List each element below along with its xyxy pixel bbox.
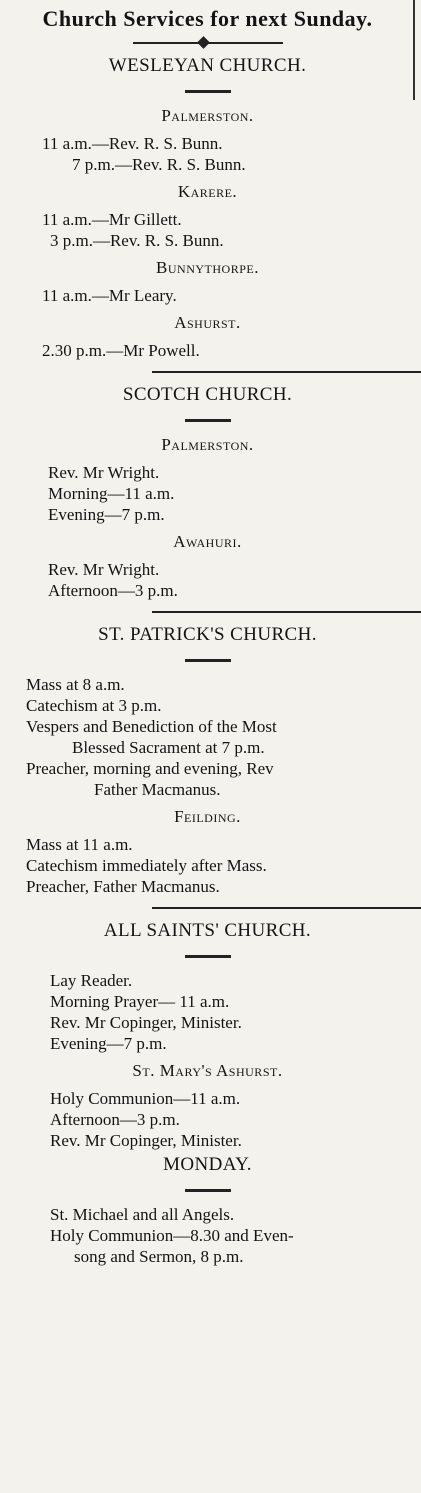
short-divider — [185, 659, 231, 662]
service-line: Preacher, morning and evening, Rev — [26, 759, 274, 778]
service-line: Evening—7 p.m. — [50, 1034, 167, 1053]
wesleyan-karere-heading: Karere. — [177, 182, 238, 201]
service-line: Rev. Mr Copinger, Minister. — [50, 1131, 242, 1150]
scotch-heading: SCOTCH CHURCH. — [122, 384, 293, 405]
service-line: Catechism immediately after Mass. — [26, 856, 267, 875]
service-line: Mass at 8 a.m. — [26, 675, 125, 694]
service-line: Father Macmanus. — [94, 780, 221, 799]
ornamental-divider — [133, 42, 283, 44]
service-line: St. Michael and all Angels. — [50, 1205, 235, 1224]
monday-heading: MONDAY. — [163, 1154, 252, 1175]
service-line: Rev. Mr Copinger, Minister. — [50, 1013, 242, 1032]
wesleyan-palmerston-heading: Palmerston. — [161, 106, 254, 125]
section-divider — [152, 611, 421, 613]
service-line: 2.30 p.m.—Mr Powell. — [42, 341, 200, 360]
service-line: Morning Prayer— 11 a.m. — [50, 992, 230, 1011]
section-divider — [152, 371, 421, 373]
service-line: Afternoon—3 p.m. — [48, 581, 178, 600]
short-divider — [185, 955, 231, 958]
service-line: 7 p.m.—Rev. R. S. Bunn. — [72, 155, 246, 174]
service-line: Preacher, Father Macmanus. — [26, 877, 220, 896]
service-line: Vespers and Benediction of the Most — [26, 717, 277, 736]
diamond-icon — [197, 36, 210, 49]
wesleyan-ashurst-heading: Ashurst. — [174, 313, 241, 332]
service-line: Holy Communion—8.30 and Even- — [50, 1226, 294, 1245]
service-line: Mass at 11 a.m. — [26, 835, 133, 854]
wesleyan-heading: WESLEYAN CHURCH. — [108, 55, 307, 76]
service-line: Afternoon—3 p.m. — [50, 1110, 180, 1129]
scotch-awahuri-heading: Awahuri. — [173, 532, 242, 551]
section-divider — [152, 907, 421, 909]
service-line: Lay Reader. — [50, 971, 133, 990]
service-line: Holy Communion—11 a.m. — [50, 1089, 241, 1108]
service-line: song and Sermon, 8 p.m. — [74, 1247, 244, 1266]
all-saints-heading: ALL SAINTS' CHURCH. — [103, 920, 312, 941]
service-line: 11 a.m.—Mr Gillett. — [42, 210, 182, 229]
service-line: Morning—11 a.m. — [48, 484, 175, 503]
service-line: 11 a.m.—Rev. R. S. Bunn. — [42, 134, 223, 153]
st-patricks-heading: ST. PATRICK'S CHURCH. — [98, 624, 317, 645]
scotch-palmerston-heading: Palmerston. — [161, 435, 254, 454]
service-line: Evening—7 p.m. — [48, 505, 165, 524]
page-title: Church Services for next Sunday. — [42, 6, 373, 31]
st-marys-ashurst-heading: St. Mary's Ashurst. — [132, 1061, 283, 1080]
short-divider — [185, 419, 231, 422]
short-divider — [185, 1189, 231, 1192]
service-line: 11 a.m.—Mr Leary. — [42, 286, 177, 305]
short-divider — [185, 90, 231, 93]
wesleyan-bunnythorpe-heading: Bunnythorpe. — [156, 258, 259, 277]
service-line: Blessed Sacrament at 7 p.m. — [72, 738, 265, 757]
service-line: 3 p.m.—Rev. R. S. Bunn. — [50, 231, 224, 250]
st-patricks-feilding-heading: Feilding. — [174, 807, 241, 826]
service-line: Rev. Mr Wright. — [48, 560, 160, 579]
service-line: Catechism at 3 p.m. — [26, 696, 162, 715]
service-line: Rev. Mr Wright. — [48, 463, 160, 482]
